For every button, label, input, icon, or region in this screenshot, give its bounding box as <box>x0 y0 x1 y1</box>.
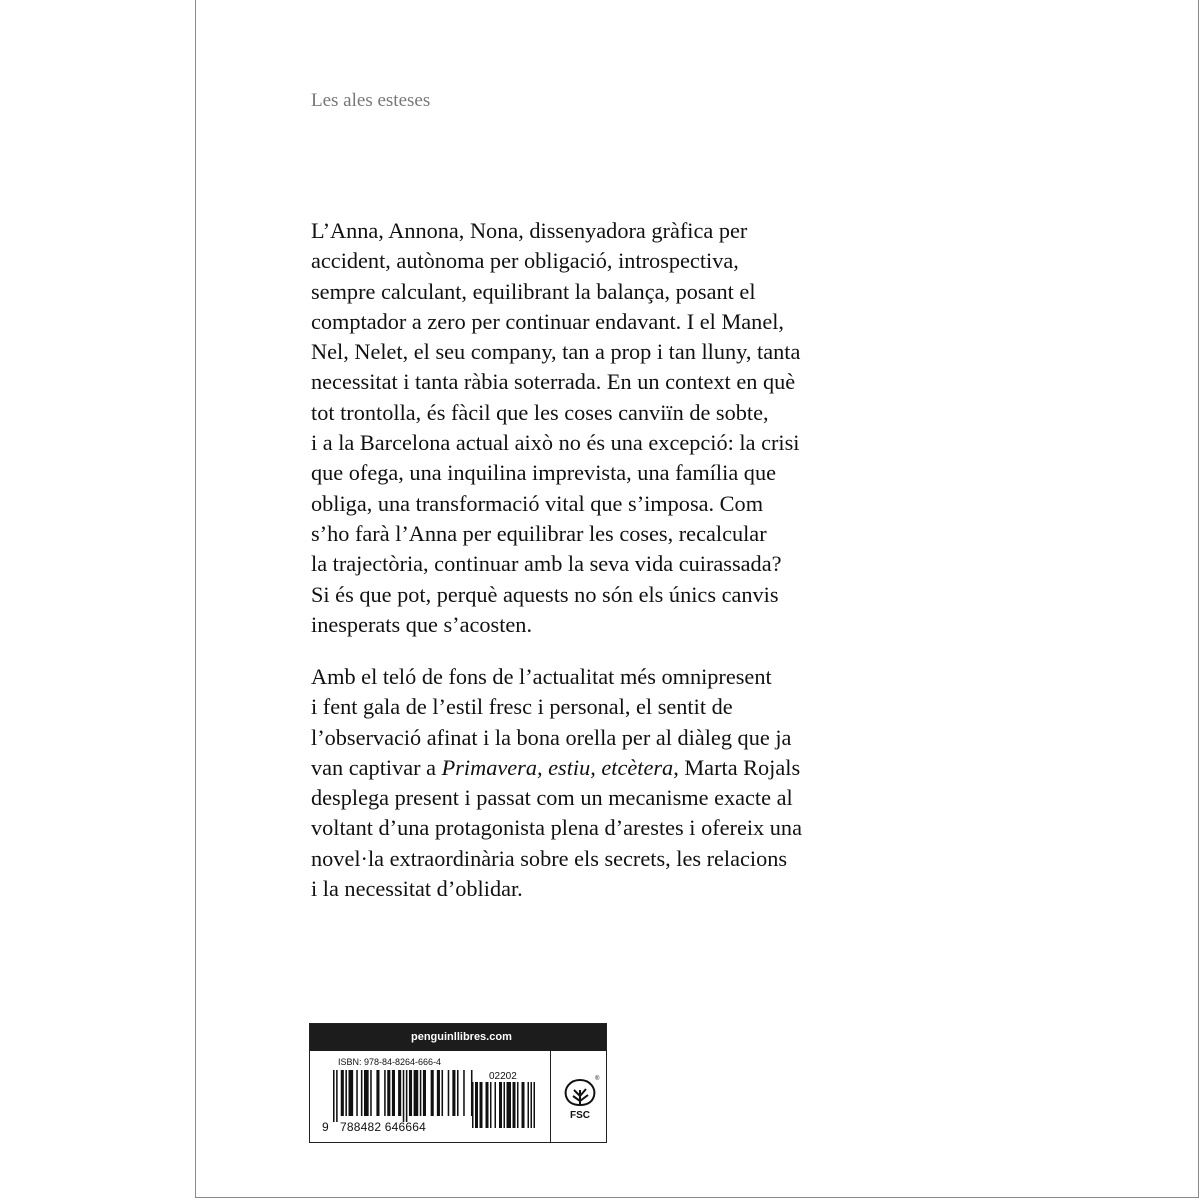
blurb-line: i a la Barcelona actual això no és una excepció: la crisi <box>311 430 800 456</box>
book-title-italic: Primavera, estiu, etcètera <box>441 754 674 780</box>
barcode-bar <box>507 1082 512 1128</box>
barcode-bar <box>472 1082 474 1128</box>
addon-barcode <box>472 1082 538 1128</box>
barcode-bar <box>349 1070 354 1116</box>
barcode-bar <box>528 1082 530 1128</box>
barcode-bar <box>522 1082 525 1128</box>
ean-first-digit: 9 <box>322 1120 329 1134</box>
blurb-line: la trajectòria, continuar amb la seva vida cuirassada? <box>311 551 782 577</box>
barcode-bar <box>452 1070 455 1116</box>
blurb-line: desplega present i passat com un mecanisme exacte al <box>311 785 793 811</box>
blurb-line: necessitat i tanta ràbia soterrada. En un context en què <box>311 369 796 395</box>
barcode-bar <box>457 1070 459 1116</box>
blurb-line: Nel, Nelet, el seu company, tan a prop i tan lluny, tanta <box>311 339 801 365</box>
barcode-bar <box>499 1082 502 1128</box>
barcode-bar <box>490 1082 492 1128</box>
barcode-bar <box>341 1070 344 1116</box>
blurb-paragraph-2 <box>311 662 802 904</box>
fsc-tree-logo-icon <box>560 1074 600 1124</box>
blurb-line: comptador a zero per continuar endavant. I el Manel, <box>311 308 784 334</box>
barcode-bar <box>431 1070 434 1116</box>
barcode-bar <box>437 1070 440 1116</box>
barcode-bar <box>403 1070 405 1122</box>
blurb-line-end: , Marta Rojals <box>673 754 801 780</box>
barcode-addon-number: 02202 <box>489 1071 517 1082</box>
blurb-line: obliga, una transformació vital que s’imposa. Com <box>311 490 764 516</box>
barcode-bar <box>480 1082 483 1128</box>
barcode-bar <box>356 1070 358 1116</box>
barcode-bar <box>364 1070 369 1116</box>
barcode-bar <box>370 1070 372 1116</box>
blurb-line: inesperats que s’acosten. <box>311 611 533 637</box>
barcode-bar <box>376 1070 379 1116</box>
barcode-bar <box>442 1070 444 1116</box>
barcode-bar <box>420 1070 422 1116</box>
barcode-bar <box>409 1070 412 1116</box>
barcode-bar <box>345 1070 347 1116</box>
blurb-line: Amb el teló de fons de l’actualitat més omnipresent <box>311 664 772 689</box>
barcode-divider <box>550 1051 551 1143</box>
barcode-bar <box>392 1070 395 1116</box>
fsc-label: FSC <box>570 1110 590 1121</box>
barcode-bar <box>517 1082 519 1128</box>
barcode-bar <box>423 1070 426 1116</box>
barcode-bar <box>534 1082 536 1128</box>
website-label: penguinllibres.com <box>310 1024 606 1051</box>
blurb-line: s’ho farà l’Anna per equilibrar les coses, recalcular <box>311 520 767 546</box>
barcode-bar <box>531 1082 533 1128</box>
blurb-line: voltant d’una protagonista plena d’arestes i ofereix una <box>311 815 802 841</box>
blurb-line: sempre calculant, equilibrant la balança, posant el <box>311 278 756 304</box>
ean-barcode <box>333 1070 473 1122</box>
barcode-bar <box>398 1070 401 1116</box>
blurb-paragraph-1 <box>311 216 800 640</box>
barcode-bar <box>495 1082 497 1128</box>
blurb-line: l’observació afinat i la bona orella per al diàleg que ja <box>311 724 792 750</box>
barcode-bar <box>504 1082 506 1128</box>
blurb-line: L’Anna, Annona, Nona, dissenyadora gràfica per <box>311 218 748 243</box>
ean-digits: 788482 646664 <box>340 1120 427 1134</box>
barcode-bar <box>384 1070 386 1116</box>
blurb-line: novel·la extraordinària sobre els secrets, les relacions <box>311 845 788 871</box>
barcode-bar <box>448 1070 450 1116</box>
fsc-registered-mark: ® <box>595 1076 600 1082</box>
blurb-line: i fent gala de l’estil fresc i personal, el sentit de <box>311 694 733 720</box>
barcode-bar <box>414 1070 419 1116</box>
series-title: Les ales esteses <box>311 90 431 111</box>
blurb-line: tot trontolla, és fàcil que les coses canviïn de sobte, <box>311 399 769 425</box>
barcode-bar <box>406 1070 408 1122</box>
blurb-line-start: van captivar a <box>311 754 442 780</box>
barcode-bar <box>475 1082 478 1128</box>
barcode-box <box>309 1023 607 1143</box>
blurb-line <box>311 753 802 783</box>
barcode-bar <box>463 1070 465 1116</box>
isbn-label: ISBN: 978-84-8264-666-4 <box>338 1057 442 1067</box>
barcode-bar <box>513 1082 516 1128</box>
blurb-line: Si és que pot, perquè aquests no són els únics canvis <box>311 581 779 607</box>
barcode-bar <box>361 1070 363 1116</box>
blurb-line: que ofega, una inquilina imprevista, una família que <box>311 460 776 486</box>
blurb-line: accident, autònoma per obligació, introspectiva, <box>311 248 739 274</box>
barcode-bar <box>486 1082 489 1128</box>
barcode-bar <box>387 1070 390 1116</box>
barcode-bar <box>333 1070 335 1122</box>
blurb-line: i la necessitat d’oblidar. <box>311 876 523 902</box>
barcode-bar <box>336 1070 338 1122</box>
